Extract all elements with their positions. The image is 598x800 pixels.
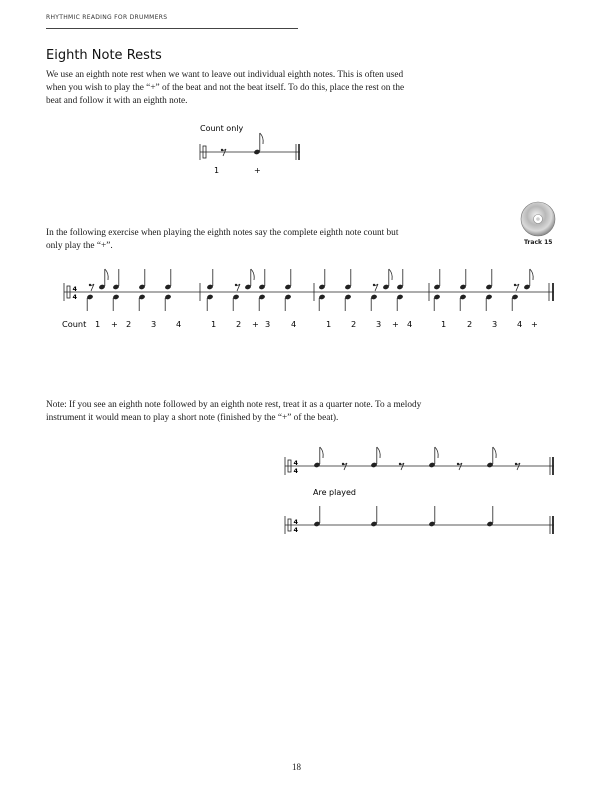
example1-caption: Count only: [200, 124, 244, 133]
count-symbol: 4: [176, 319, 182, 329]
quarter-note-icon: [313, 506, 320, 527]
count-symbol: 4: [407, 319, 413, 329]
quarter-note-icon: [138, 269, 145, 290]
count-symbol: 4: [517, 319, 523, 329]
percussion-clef-icon: [288, 460, 291, 472]
bass-drum-note: [485, 294, 492, 311]
bass-drum-note: [232, 294, 239, 311]
eighth-note-icon: [370, 447, 380, 468]
percussion-clef-icon: [67, 286, 70, 298]
eighth-note-icon: [382, 269, 392, 290]
bass-drum-note: [511, 294, 518, 311]
quarter-note-icon: [433, 269, 440, 290]
quarter-note-icon: [318, 269, 325, 290]
eighth-note-icon: [313, 447, 323, 468]
bass-drum-note: [396, 294, 403, 311]
bass-drum-note: [206, 294, 213, 311]
quarter-note-icon: [206, 269, 213, 290]
time-sig-bottom: 4: [72, 293, 78, 301]
quarter-note-icon: [396, 269, 403, 290]
svg-text:4: 4: [293, 518, 299, 526]
count-symbol: 1: [95, 319, 101, 329]
quarter-note-icon: [459, 269, 466, 290]
count-symbol: 1: [441, 319, 447, 329]
bass-drum-note: [138, 294, 145, 311]
quarter-note-icon: [344, 269, 351, 290]
count-symbol: 2: [236, 319, 242, 329]
quarter-note-icon: [370, 506, 377, 527]
eighth-note-icon: [253, 133, 263, 155]
quarter-note-icon: [112, 269, 119, 290]
eighth-rest-icon: [515, 463, 520, 470]
count-symbol: +: [531, 319, 538, 329]
percussion-clef-icon: [203, 146, 206, 158]
svg-text:4: 4: [293, 526, 299, 534]
count-symbol: 2: [467, 319, 473, 329]
quarter-note-icon: [486, 506, 493, 527]
header-rule: [46, 28, 298, 29]
eighth-rest-icon: [89, 284, 94, 291]
running-head: RHYTHMIC READING FOR DRUMMERS: [46, 14, 168, 21]
count-symbol: +: [392, 319, 399, 329]
track-label: Track 15: [524, 239, 553, 246]
percussion-clef-icon: [288, 519, 291, 531]
count-symbol: 2: [126, 319, 132, 329]
example1-count-1: 1: [214, 166, 220, 175]
count-symbol: 3: [265, 319, 271, 329]
intro-paragraph: We use an eighth note rest when we want to leave out individual eighth notes. This is often used when you wish to play the “+” of the beat and not the beat itself. To do this, place the rest on the beat and follow it with an eighth note.: [46, 70, 405, 106]
eighth-note-icon: [523, 269, 533, 290]
quarter-note-icon: [284, 269, 291, 290]
count-symbol: 4: [291, 319, 297, 329]
count-symbol: +: [252, 319, 259, 329]
bass-drum-note: [433, 294, 440, 311]
quarter-note-icon: [485, 269, 492, 290]
page-number: 18: [292, 762, 301, 772]
quarter-note-icon: [258, 269, 265, 290]
bass-drum-note: [344, 294, 351, 311]
example2-caption: Are played: [313, 488, 356, 497]
bass-drum-note: [258, 294, 265, 311]
eighth-note-icon: [428, 447, 438, 468]
eighth-rest-icon: [221, 149, 226, 156]
eighth-rest-icon: [399, 463, 404, 470]
count-symbol: 3: [492, 319, 498, 329]
eighth-note-icon: [244, 269, 254, 290]
bass-drum-note: [370, 294, 377, 311]
note-paragraph: Note: If you see an eighth note followed by an eighth note rest, treat it as a quarter note. To a melody instrument it would mean to play a short note (finished by the “+” of the beat).: [46, 400, 422, 423]
bass-drum-note: [284, 294, 291, 311]
quarter-note-icon: [164, 269, 171, 290]
bass-drum-note: [112, 294, 119, 311]
count-symbol: +: [111, 319, 118, 329]
eighth-rest-icon: [373, 284, 378, 291]
svg-text:4: 4: [293, 467, 299, 475]
bass-drum-note: [318, 294, 325, 311]
bass-drum-note: [459, 294, 466, 311]
svg-text:4: 4: [293, 459, 299, 467]
count-symbol: 2: [351, 319, 357, 329]
count-symbol: 3: [376, 319, 382, 329]
count-symbol: 3: [151, 319, 157, 329]
quarter-note-icon: [428, 506, 435, 527]
section-title: Eighth Note Rests: [46, 48, 162, 63]
example1-count-plus: +: [254, 166, 261, 175]
count-symbol: 1: [326, 319, 332, 329]
bass-drum-note: [86, 294, 93, 311]
eighth-rest-icon: [235, 284, 240, 291]
exercise-paragraph: In the following exercise when playing the eighth notes say the complete eighth note count but only play the “+”.: [46, 228, 399, 251]
eighth-rest-icon: [457, 463, 462, 470]
count-label: Count: [62, 319, 87, 329]
count-symbol: 1: [211, 319, 217, 329]
eighth-note-icon: [486, 447, 496, 468]
eighth-rest-icon: [342, 463, 347, 470]
bass-drum-note: [164, 294, 171, 311]
time-sig-top: 4: [72, 285, 78, 293]
eighth-rest-icon: [514, 284, 519, 291]
eighth-note-icon: [98, 269, 108, 290]
